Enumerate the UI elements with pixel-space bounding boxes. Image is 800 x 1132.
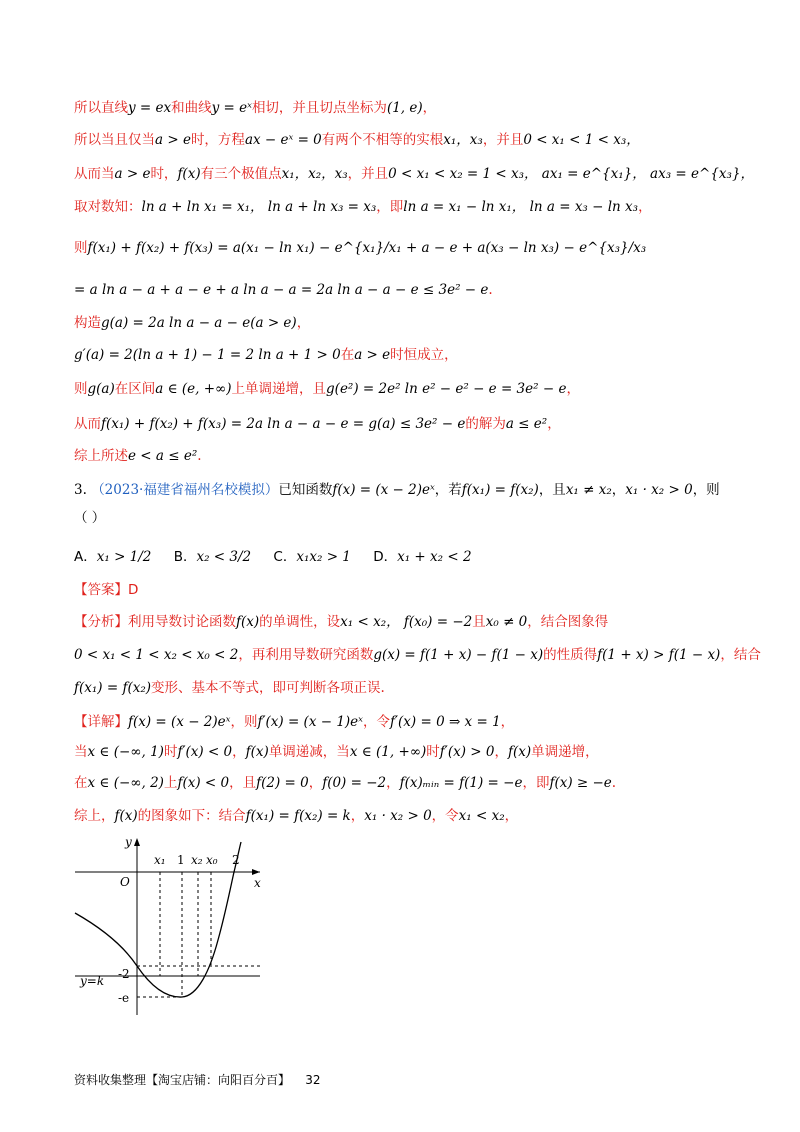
problem-paren	[74, 508, 105, 528]
text: 则	[74, 381, 88, 397]
text: 单调递增，	[531, 744, 599, 760]
text: ，	[350, 808, 365, 824]
analysis-tag: 【分析】	[74, 614, 128, 630]
math: ln a = x₁ − ln x₁， ln a = x₃ − ln x₃	[403, 199, 639, 215]
solution-line-9	[74, 379, 580, 399]
solution-line-2	[74, 130, 640, 150]
option-a	[74, 547, 151, 567]
text: 变形、基本不等式，即可判断各项正误.	[151, 680, 385, 696]
text: 从而当	[74, 166, 115, 182]
text: 时	[163, 744, 178, 760]
solution-line-4	[74, 197, 652, 217]
math: x ∈ (−∞, 2)	[87, 775, 164, 791]
text: 且	[472, 614, 486, 630]
math: f(x) = (x − 2)eˣ	[332, 482, 435, 498]
math: g′(a) = 2(ln a + 1) − 1 = 2 ln a + 1 > 0	[74, 347, 341, 363]
option-label: D．	[373, 549, 398, 565]
math: f(x₁) + f(x₂) + f(x₃) = 2a ln a − a − e = g(a) ≤ 3e² − e	[101, 416, 466, 432]
analysis-line-3	[74, 678, 385, 698]
math: f(x)	[177, 166, 201, 182]
text: 构造	[74, 315, 101, 331]
math: f(x) = (x − 2)eˣ	[128, 714, 231, 730]
text: 在区间	[114, 381, 156, 397]
solution-line-3	[74, 164, 754, 184]
text: 在	[340, 347, 355, 363]
solution-line-7	[74, 313, 310, 333]
text: ，	[638, 199, 652, 215]
text: ，	[566, 381, 580, 397]
option-label: B．	[173, 549, 197, 565]
option-text: x₁ > 1/2	[96, 549, 152, 565]
math: f′(x) = 0 ⇒ x = 1	[389, 714, 501, 730]
math: x ∈ (1, +∞)	[349, 744, 427, 760]
math: (1, e)	[386, 100, 423, 116]
text: 单调递减，当	[268, 744, 350, 760]
math: y = ex	[128, 100, 172, 116]
option-label: A．	[74, 549, 97, 565]
solution-line-10	[74, 414, 561, 434]
solution-line-1	[74, 98, 436, 118]
text: ，结合	[720, 647, 761, 663]
tick-label-x1: x₁	[154, 853, 166, 867]
math: f(x) < 0	[177, 775, 230, 791]
math: f(x₁) = f(x₂) = k	[245, 808, 351, 824]
text: 当	[74, 744, 88, 760]
text: ，则	[692, 482, 720, 498]
math: g(a)	[87, 381, 115, 397]
text: 在	[74, 775, 88, 791]
solution-line-6	[74, 280, 493, 300]
math: x ∈ (−∞, 1)	[87, 744, 164, 760]
math: f(x₁) + f(x₂) + f(x₃) = a(x₁ − ln x₁) − e^{x₁}/x₁ + a − e + a(x₃ − ln x₃) − e^{x₃}/x₃	[87, 240, 647, 256]
text: 已知函数	[278, 482, 333, 498]
option-label: C．	[273, 549, 297, 565]
math: f(x)	[114, 808, 138, 824]
math: g(e²) = 2e² ln e² − e² − e = 3e² − e	[326, 381, 567, 397]
text: .	[488, 282, 493, 298]
text: 上	[163, 775, 178, 791]
text: ，	[504, 808, 519, 824]
text: ，	[386, 775, 400, 791]
text: ，	[494, 744, 508, 760]
text: ，令	[431, 808, 459, 824]
text: 的单调性，设	[259, 614, 341, 630]
text: ，并且	[347, 166, 389, 182]
option-text: x₁ + x₂ < 2	[397, 549, 472, 565]
math: g(x) = f(1 + x) − f(1 − x)	[373, 647, 544, 663]
solution-line-11	[74, 446, 202, 466]
answer-blank: （ ）	[74, 510, 106, 526]
text: ，	[232, 744, 246, 760]
solution-line-8	[74, 345, 458, 365]
option-c	[273, 547, 350, 567]
tick-label-x2: x₂	[191, 853, 203, 867]
math: x₁ < x₂	[458, 808, 505, 824]
text: 的图象如下：结合	[137, 808, 246, 824]
option-b	[174, 547, 251, 567]
math: x₁ · x₂ > 0	[364, 808, 432, 824]
solution-line-5	[74, 238, 646, 258]
text: ，	[500, 714, 515, 730]
math: = a ln a − a + a − e + a ln a − a = 2a ln a − a − e ≤ 3e² − e	[74, 282, 489, 298]
text: ，	[308, 775, 323, 791]
text: 有三个极值点	[200, 166, 282, 182]
text: ，	[296, 315, 311, 331]
x-axis-label: x	[254, 876, 261, 890]
math: y = eˣ	[211, 100, 252, 116]
options-row	[74, 547, 490, 567]
text: 和曲线	[171, 100, 212, 116]
text: ，结合图象得	[527, 614, 609, 630]
answer-line	[74, 580, 138, 600]
math: x₁，x₃	[443, 132, 483, 148]
text: 上单调递增，且	[231, 381, 327, 397]
text: ，	[547, 416, 561, 432]
math: 0 < x₁ < 1 < x₃，	[523, 132, 640, 148]
text: 所以直线	[74, 100, 128, 116]
math: e < a ≤ e²	[128, 448, 198, 464]
math: f(1 + x) > f(1 − x)	[597, 647, 721, 663]
math: x₁，x₂，x₃	[281, 166, 348, 182]
text: 综上，	[74, 808, 115, 824]
text: ，	[422, 100, 437, 116]
tick-label-1: 1	[177, 853, 185, 867]
math: f(x)ₘᵢₙ = f(1) = −e	[399, 775, 523, 791]
detail-line-2	[74, 742, 599, 762]
math: a > e	[155, 132, 191, 148]
x-axis-arrow-icon	[252, 869, 260, 875]
page-footer	[74, 1071, 321, 1088]
text: ，再利用导数研究函数	[238, 647, 374, 663]
text: 综上所述	[74, 448, 128, 464]
math: f(0) = −2	[322, 775, 387, 791]
text: ，令	[362, 714, 390, 730]
text: 时，	[150, 166, 178, 182]
text: 利用导数讨论函数	[128, 614, 236, 630]
math: f(x) ≥ −e	[549, 775, 612, 791]
math: x₁ ≠ x₂	[565, 482, 612, 498]
text: 所以当且仅当	[74, 132, 155, 148]
math: a ≤ e²	[505, 416, 548, 432]
math: x₁ · x₂ > 0	[625, 482, 693, 498]
option-text: x₁x₂ > 1	[296, 549, 351, 565]
text: ，若	[434, 482, 462, 498]
math: f(x₁) = f(x₂)	[461, 482, 539, 498]
detail-line-1	[74, 712, 514, 732]
math: a ∈ (e, +∞)	[155, 381, 232, 397]
tick-label-minus-2: -2	[118, 967, 130, 981]
math: f(x)	[507, 744, 532, 760]
option-text: x₂ < 3/2	[196, 549, 252, 565]
footer-text: 资料收集整理【淘宝店铺：向阳百分百】	[74, 1073, 291, 1087]
math: f(2) = 0	[256, 775, 309, 791]
analysis-line-1	[74, 612, 608, 632]
label-y-equals-k: y=k	[80, 974, 105, 988]
y-axis-arrow-icon	[134, 838, 140, 846]
math: 0 < x₁ < x₂ = 1 < x₃， ax₁ = e^{x₁}， ax₃ = e^{x₃}，	[388, 166, 755, 182]
detail-tag: 【详解】	[74, 714, 128, 730]
text: 的解为	[465, 416, 506, 432]
math: a > e	[354, 347, 391, 363]
origin-label: O	[120, 875, 130, 889]
math: ax − eˣ = 0	[244, 132, 322, 148]
math: f′(x) > 0	[439, 744, 495, 760]
text: ，且	[538, 482, 566, 498]
tick-label-minus-e: -e	[118, 991, 130, 1005]
text: ，且	[229, 775, 257, 791]
text: .	[611, 775, 617, 791]
math: ln a + ln x₁ = x₁， ln a + ln x₃ = x₃	[141, 199, 377, 215]
text: 取对数知：	[74, 199, 142, 215]
analysis-line-2	[74, 645, 761, 665]
detail-line-3	[74, 773, 616, 793]
text: ，即	[522, 775, 550, 791]
tick-label-x0: x₀	[206, 853, 218, 867]
detail-line-4	[74, 806, 518, 826]
math: f(x)	[245, 744, 269, 760]
math: g(a) = 2a ln a − a − e(a > e)	[101, 315, 297, 331]
text: ，	[611, 482, 626, 498]
math: 0 < x₁ < 1 < x₂ < x₀ < 2	[74, 647, 239, 663]
text: 相切，并且切点坐标为	[251, 100, 387, 116]
math: x₀ ≠ 0	[485, 614, 528, 630]
text: 有两个不相等的实根	[321, 132, 444, 148]
text: 从而	[74, 416, 101, 432]
text: .	[197, 448, 202, 464]
page-number: 32	[305, 1073, 321, 1087]
text: 时	[426, 744, 440, 760]
text: ，并且	[482, 132, 524, 148]
text: 的性质得	[543, 647, 598, 663]
text: ，则	[230, 714, 258, 730]
answer-value: D	[128, 582, 139, 598]
problem-stem	[74, 480, 720, 500]
math: f′(x) = (x − 1)eˣ	[257, 714, 363, 730]
y-axis-label: y	[125, 835, 132, 849]
function-graph	[70, 830, 270, 1025]
math: f(x₁) = f(x₂)	[74, 680, 152, 696]
text: 时恒成立，	[390, 347, 458, 363]
math: x₁ < x₂， f(x₀) = −2	[340, 614, 473, 630]
text: 则	[74, 240, 88, 256]
text: 时，方程	[190, 132, 245, 148]
text: ，即	[376, 199, 404, 215]
math: a > e	[114, 166, 151, 182]
answer-tag: 【答案】	[74, 582, 128, 598]
math: f(x)	[236, 614, 260, 630]
problem-number: 3.	[74, 482, 87, 498]
tick-label-2: 2	[232, 853, 240, 867]
math: f′(x) < 0	[177, 744, 233, 760]
problem-source: （2023·福建省福州名校模拟）	[91, 482, 279, 498]
option-d	[373, 547, 471, 567]
